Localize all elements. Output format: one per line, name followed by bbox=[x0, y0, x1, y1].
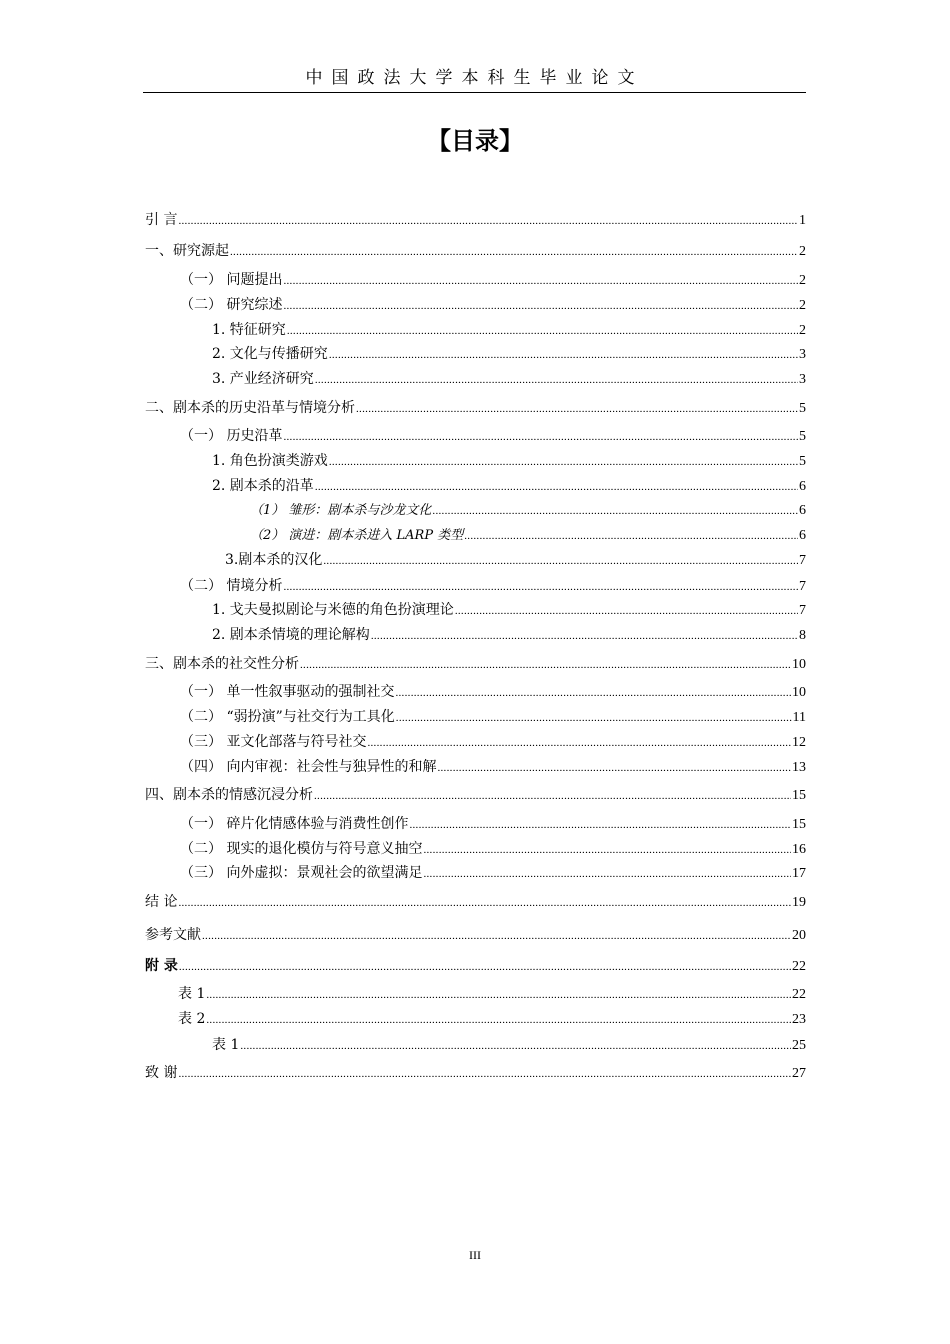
toc-dot-leader bbox=[202, 925, 791, 946]
toc-entry[interactable] bbox=[180, 707, 806, 728]
toc-entry-label: 2. 文化与传播研究 bbox=[212, 346, 328, 362]
toc-entry-page: 1 bbox=[799, 213, 806, 228]
toc-entry-label: 1. 戈夫曼拟剧论与米德的角色扮演理论 bbox=[212, 602, 454, 618]
toc-entry-page: 12 bbox=[792, 735, 806, 750]
toc-entry[interactable] bbox=[180, 682, 806, 703]
toc-dot-leader bbox=[396, 707, 792, 728]
toc-dot-leader bbox=[323, 550, 798, 571]
toc-dot-leader bbox=[178, 210, 798, 231]
toc-entry-page: 22 bbox=[792, 987, 806, 1002]
toc-entry-label: （二） 现实的退化模仿与符号意义抽空 bbox=[180, 841, 423, 857]
toc-dot-leader bbox=[230, 241, 798, 262]
toc-entry[interactable] bbox=[145, 956, 806, 977]
toc-dot-leader bbox=[283, 426, 798, 447]
toc-entry-page: 8 bbox=[799, 628, 806, 643]
toc-dot-leader bbox=[179, 956, 791, 977]
toc-entry[interactable] bbox=[180, 576, 806, 597]
toc-entry[interactable] bbox=[145, 925, 806, 946]
toc-entry-label: 二、剧本杀的历史沿革与情境分析 bbox=[145, 400, 355, 416]
toc-entry-page: 7 bbox=[799, 603, 806, 618]
toc-entry-page: 19 bbox=[792, 895, 806, 910]
toc-dot-leader bbox=[315, 476, 798, 497]
toc-entry-page: 10 bbox=[792, 685, 806, 700]
toc-entry-label: 3. 产业经济研究 bbox=[212, 371, 314, 387]
toc-entry[interactable] bbox=[145, 241, 806, 262]
toc-entry-label: （2） 演进：剧本杀进入 LARP 类型 bbox=[250, 528, 464, 543]
toc-dot-leader bbox=[178, 1063, 791, 1084]
toc-entry[interactable] bbox=[180, 814, 806, 835]
toc-entry-page: 2 bbox=[799, 244, 806, 259]
toc-entry-page: 5 bbox=[799, 401, 806, 416]
toc-entry[interactable] bbox=[212, 476, 806, 497]
toc-entry-label: 表 1 bbox=[178, 986, 206, 1002]
toc-entry[interactable] bbox=[145, 210, 806, 231]
toc-entry-page: 16 bbox=[792, 842, 806, 857]
toc-entry[interactable] bbox=[145, 892, 806, 913]
toc-entry[interactable] bbox=[145, 398, 806, 419]
toc-entry-label: 附 录 bbox=[145, 958, 178, 974]
toc-entry-label: 2. 剧本杀情境的理论解构 bbox=[212, 627, 370, 643]
toc-entry-page: 7 bbox=[799, 579, 806, 594]
toc-entry[interactable] bbox=[180, 863, 806, 884]
toc-entry[interactable] bbox=[178, 984, 806, 1005]
toc-dot-leader bbox=[432, 500, 798, 521]
toc-dot-leader bbox=[464, 525, 798, 546]
toc-dot-leader bbox=[329, 344, 798, 365]
toc-entry-label: （四） 向内审视：社会性与独异性的和解 bbox=[180, 759, 437, 775]
toc-entry-page: 27 bbox=[792, 1066, 806, 1081]
toc-entry-page: 20 bbox=[792, 928, 806, 943]
toc-entry[interactable] bbox=[180, 270, 806, 291]
toc-entry-page: 23 bbox=[792, 1012, 806, 1027]
toc-entry-page: 2 bbox=[799, 273, 806, 288]
toc-entry[interactable] bbox=[212, 625, 806, 646]
toc-entry-label: 三、剧本杀的社交性分析 bbox=[145, 656, 299, 672]
toc-entry[interactable] bbox=[250, 525, 806, 546]
toc-entry-page: 6 bbox=[799, 528, 806, 543]
toc-entry[interactable] bbox=[225, 550, 806, 571]
toc-entry[interactable] bbox=[212, 1035, 806, 1056]
toc-entry[interactable] bbox=[212, 451, 806, 472]
toc-entry[interactable] bbox=[180, 295, 806, 316]
toc-dot-leader bbox=[423, 863, 791, 884]
toc-entry[interactable] bbox=[212, 320, 806, 341]
toc-entry-label: （二） 情境分析 bbox=[180, 578, 283, 594]
toc-dot-leader bbox=[206, 1009, 791, 1030]
toc-entry-label: 一、研究源起 bbox=[145, 243, 229, 259]
toc-dot-leader bbox=[314, 785, 791, 806]
toc-entry-label: （一） 历史沿革 bbox=[180, 428, 283, 444]
page-title: 【目录】 bbox=[427, 127, 523, 155]
toc-entry[interactable] bbox=[212, 369, 806, 390]
toc-entry-label: 2. 剧本杀的沿革 bbox=[212, 478, 314, 494]
toc-dot-leader bbox=[283, 576, 798, 597]
toc-entry[interactable] bbox=[180, 426, 806, 447]
toc-entry-label: 参考文献 bbox=[145, 927, 201, 943]
toc-dot-leader bbox=[283, 295, 798, 316]
toc-dot-leader bbox=[455, 600, 798, 621]
toc-dot-leader bbox=[423, 839, 791, 860]
footer-page-number: III bbox=[469, 1248, 481, 1262]
toc-dot-leader bbox=[300, 654, 791, 675]
toc-dot-leader bbox=[356, 398, 798, 419]
toc-entry-page: 6 bbox=[799, 479, 806, 494]
toc-entry-label: 结 论 bbox=[145, 894, 178, 910]
toc-entry-page: 7 bbox=[799, 553, 806, 568]
toc-entry-page: 22 bbox=[792, 959, 806, 974]
toc-entry-label: （一） 问题提出 bbox=[180, 272, 283, 288]
toc-entry-label: （三） 亚文化部落与符号社交 bbox=[180, 734, 367, 750]
toc-entry-label: 致 谢 bbox=[145, 1065, 178, 1081]
toc-dot-leader bbox=[409, 814, 791, 835]
toc-entry-page: 5 bbox=[799, 429, 806, 444]
toc-entry-label: （1） 雏形：剧本杀与沙龙文化 bbox=[250, 503, 432, 518]
toc-dot-leader bbox=[437, 757, 791, 778]
toc-entry-label: （一） 单一性叙事驱动的强制社交 bbox=[180, 684, 395, 700]
toc-dot-leader bbox=[206, 984, 791, 1005]
toc-dot-leader bbox=[178, 892, 791, 913]
toc-dot-leader bbox=[283, 270, 798, 291]
toc-entry[interactable] bbox=[145, 654, 806, 675]
toc-dot-leader bbox=[287, 320, 798, 341]
toc-entry-label: （一） 碎片化情感体验与消费性创作 bbox=[180, 816, 409, 832]
toc-entry-label: 引 言 bbox=[145, 212, 178, 228]
toc-entry-page: 25 bbox=[792, 1038, 806, 1053]
page-header: 中国政法大学本科生毕业论文 bbox=[305, 68, 644, 88]
toc-dot-leader bbox=[240, 1035, 791, 1056]
toc-entry-page: 17 bbox=[792, 866, 806, 881]
toc-entry-label: 表 1 bbox=[212, 1037, 240, 1053]
toc-entry-label: （二） “弱扮演”与社交行为工具化 bbox=[180, 709, 395, 725]
toc-entry-label: 3.剧本杀的汉化 bbox=[225, 552, 323, 568]
toc-entry-page: 15 bbox=[792, 817, 806, 832]
toc-entry[interactable] bbox=[178, 1009, 806, 1030]
toc-entry-label: （三） 向外虚拟：景观社会的欲望满足 bbox=[180, 865, 423, 881]
toc-entry-page: 3 bbox=[799, 372, 806, 387]
toc-entry[interactable] bbox=[145, 1063, 806, 1084]
toc-entry[interactable] bbox=[180, 757, 806, 778]
toc-entry[interactable] bbox=[180, 839, 806, 860]
toc-entry-page: 15 bbox=[792, 788, 806, 803]
toc-entry-page: 2 bbox=[799, 323, 806, 338]
toc-entry-page: 3 bbox=[799, 347, 806, 362]
toc-entry-label: （二） 研究综述 bbox=[180, 297, 283, 313]
toc-entry-page: 11 bbox=[792, 710, 806, 725]
toc-entry-label: 1. 特征研究 bbox=[212, 322, 286, 338]
toc-entry-label: 四、剧本杀的情感沉浸分析 bbox=[145, 787, 313, 803]
toc-entry-page: 5 bbox=[799, 454, 806, 469]
toc-entry-page: 2 bbox=[799, 298, 806, 313]
toc-entry[interactable] bbox=[212, 344, 806, 365]
toc-entry[interactable] bbox=[250, 500, 806, 521]
toc-dot-leader bbox=[329, 451, 798, 472]
toc-entry-label: 1. 角色扮演类游戏 bbox=[212, 453, 328, 469]
toc-dot-leader bbox=[371, 625, 798, 646]
toc-entry[interactable] bbox=[212, 600, 806, 621]
toc-entry-page: 10 bbox=[792, 657, 806, 672]
toc-dot-leader bbox=[367, 732, 791, 753]
toc-dot-leader bbox=[395, 682, 791, 703]
toc-entry[interactable] bbox=[145, 785, 806, 806]
toc-entry-page: 13 bbox=[792, 760, 806, 775]
toc-entry[interactable] bbox=[180, 732, 806, 753]
toc-entry-label: 表 2 bbox=[178, 1011, 206, 1027]
toc-dot-leader bbox=[315, 369, 798, 390]
toc-entry-page: 6 bbox=[799, 503, 806, 518]
